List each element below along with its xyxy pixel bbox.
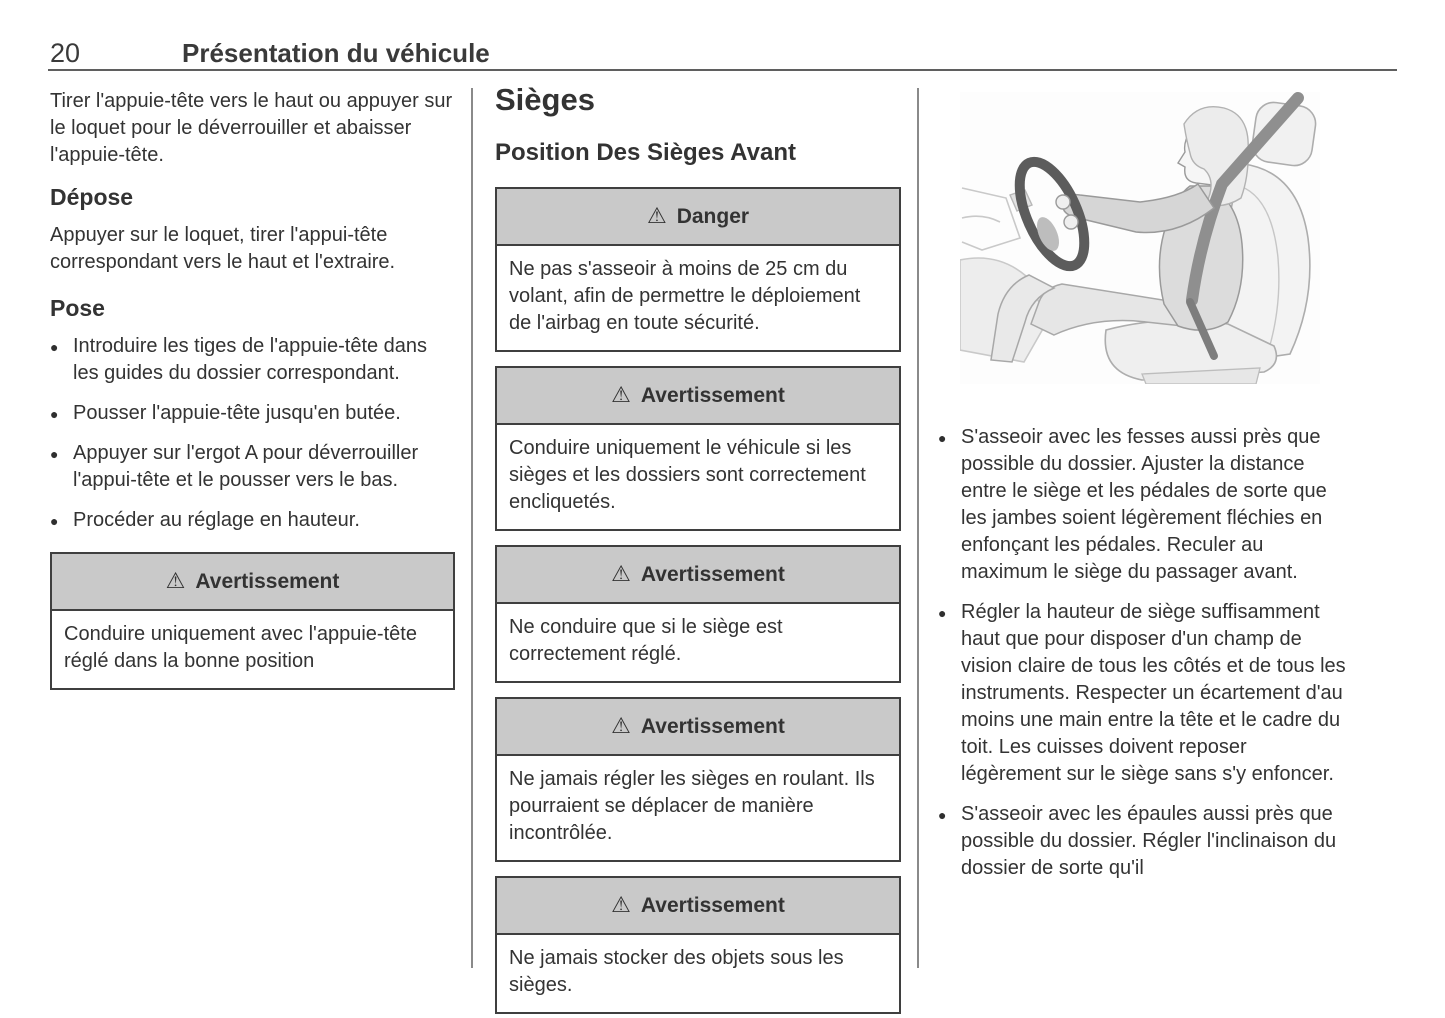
- warning-box-header: [497, 368, 899, 425]
- list-item: ● Introduire les tiges de l'appuie-tête dans les guides du dossier correspondant.: [50, 333, 455, 387]
- seating-position-list: [938, 424, 1350, 882]
- warning-box-header: [52, 554, 453, 611]
- list-item: ● Appuyer sur l'ergot A pour déverrouiller l'appui-tête et le pousser vers le bas.: [50, 440, 455, 494]
- left-column: [50, 88, 455, 704]
- list-item: ● Procéder au réglage en hauteur.: [50, 507, 455, 534]
- pose-steps-list: [50, 333, 455, 534]
- warning-box-title: Avertissement: [640, 894, 785, 917]
- warning-triangle-icon: ⚠: [611, 713, 631, 738]
- paragraph-headrest-adjust: Tirer l'appuie-tête vers le haut ou appuyer sur le loquet pour le déverrouiller et abaisser l'appuie-tête.: [50, 90, 453, 166]
- warning-box-title: Avertissement: [640, 715, 785, 738]
- warning-box: [495, 697, 901, 862]
- warning-box-header: [497, 547, 899, 604]
- list-item: ● S'asseoir avec les fesses aussi près que possible du dossier. Ajuster la distance entre le siège et les pédales de sorte que les jambes soient légèrement fléchies en enfonçant les pédales. Reculer au maximum le siège du passager avant.: [938, 424, 1350, 586]
- danger-box-body: Ne pas s'asseoir à moins de 25 cm du volant, afin de permettre le déploiement de l'airbag en toute sécurité.: [509, 258, 861, 334]
- danger-box-title: Danger: [676, 205, 750, 228]
- warning-box-title: Avertissement: [640, 563, 785, 586]
- list-item: ● Régler la hauteur de siège suffisamment haut que pour disposer d'un champ de vision claire de tous les côtés et de tous les instruments. Respecter un écartement d'au moins une main entre la tête et le cadre du toit. Les cuisses doivent reposer légèrement sur le siège sans s'y enfoncer.: [938, 599, 1350, 788]
- section-title: Position Des Sièges Avant: [495, 139, 796, 166]
- column-divider-left: [471, 88, 473, 968]
- warning-box-title: Avertissement: [195, 570, 340, 593]
- danger-box: [495, 187, 901, 352]
- list-item: ● Pousser l'appuie-tête jusqu'en butée.: [50, 400, 455, 427]
- warning-box: [50, 552, 455, 690]
- paragraph-depose: Appuyer sur le loquet, tirer l'appui-tête correspondant vers le haut et l'extraire.: [50, 224, 396, 273]
- heading-pose: Pose: [50, 295, 105, 321]
- warning-box-body: Ne conduire que si le siège est correctement réglé.: [509, 616, 783, 665]
- warning-box-title: Avertissement: [640, 384, 785, 407]
- danger-box-header: [497, 189, 899, 246]
- driver-seated-illustration-svg: [960, 92, 1320, 384]
- warning-triangle-icon: ⚠: [611, 892, 631, 917]
- warning-box-body: Conduire uniquement avec l'appuie-tête réglé dans la bonne position: [64, 623, 417, 672]
- page-title: Présentation du véhicule: [182, 38, 490, 68]
- warning-box-header: [497, 699, 899, 756]
- driver-seated-illustration: [960, 92, 1320, 384]
- warning-box-body: Conduire uniquement le véhicule si les sièges et les dossiers sont correctement encliquetés.: [509, 437, 866, 513]
- warning-box: [495, 366, 901, 531]
- right-column: [938, 90, 1350, 895]
- middle-column: [495, 82, 901, 1018]
- warning-box: [495, 545, 901, 683]
- column-divider-right: [917, 88, 919, 968]
- warning-box-body: Ne jamais régler les sièges en roulant. Ils pourraient se déplacer de manière incontrôlée.: [509, 768, 875, 844]
- heading-depose: Dépose: [50, 184, 134, 210]
- warning-triangle-icon: ⚠: [165, 568, 186, 593]
- warning-box: [495, 876, 901, 1014]
- list-item: ● S'asseoir avec les épaules aussi près que possible du dossier. Régler l'inclinaison du dossier de sorte qu'il: [938, 801, 1350, 882]
- warning-triangle-icon: ⚠: [611, 561, 631, 586]
- header-rule: [48, 69, 1397, 71]
- chapter-title: Sièges: [495, 82, 595, 117]
- warning-box-body: Ne jamais stocker des objets sous les sièges.: [509, 947, 844, 996]
- page-number: 20: [50, 38, 81, 68]
- warning-triangle-icon: ⚠: [611, 382, 631, 407]
- warning-triangle-icon: ⚠: [646, 203, 667, 228]
- warning-box-header: [497, 878, 899, 935]
